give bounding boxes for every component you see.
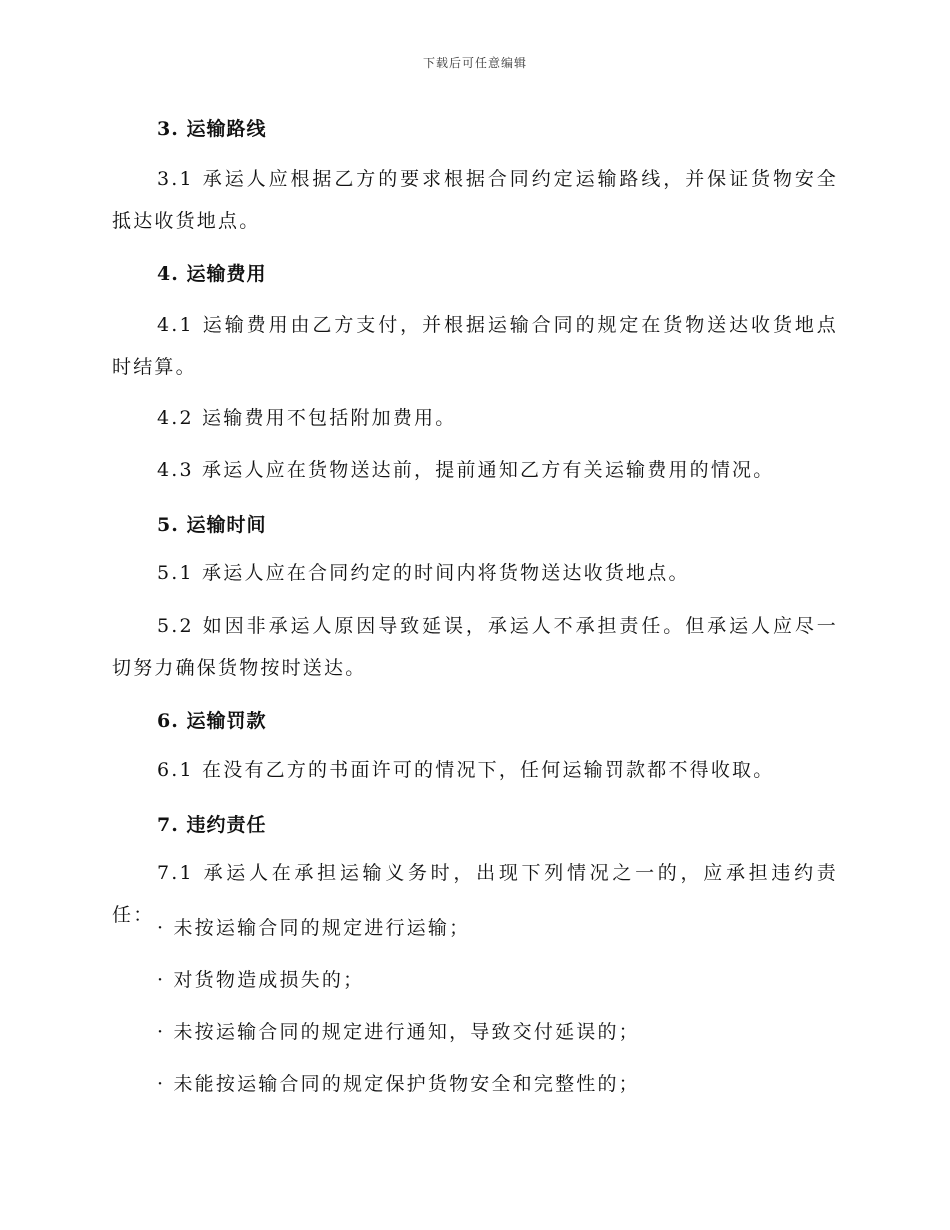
section-heading-6: 6. 运输罚款	[157, 710, 267, 732]
paragraph-4-3: 4.3 承运人应在货物送达前，提前通知乙方有关运输费用的情况。	[157, 459, 775, 481]
section-heading-4: 4. 运输费用	[157, 263, 267, 285]
page-header: 下载后可任意编辑	[422, 56, 527, 70]
paragraph-6-1: 6.1 在没有乙方的书面许可的情况下，任何运输罚款都不得收取。	[157, 759, 775, 781]
list-item: · 对货物造成损失的；	[157, 969, 365, 991]
section-heading-7: 7. 违约责任	[157, 814, 267, 836]
paragraph-7-1: 7.1 承运人在承担运输义务时，出现下列情况之一的，应承担违约责任：	[112, 862, 838, 926]
section-heading-3: 3. 运输路线	[157, 118, 267, 140]
section-heading-5: 5. 运输时间	[157, 514, 267, 536]
paragraph-3-1: 3.1 承运人应根据乙方的要求根据合同约定运输路线，并保证货物安全抵达收货地点。	[112, 168, 838, 232]
paragraph-4-1: 4.1 运输费用由乙方支付，并根据运输合同的规定在货物送达收货地点时结算。	[112, 314, 838, 378]
list-item: · 未能按运输合同的规定保护货物安全和完整性的；	[157, 1073, 640, 1095]
paragraph-5-1: 5.1 承运人应在合同约定的时间内将货物送达收货地点。	[157, 562, 690, 584]
list-item: · 未按运输合同的规定进行通知，导致交付延误的；	[157, 1021, 640, 1043]
list-item: · 未按运输合同的规定进行运输；	[157, 917, 471, 939]
paragraph-5-2: 5.2 如因非承运人原因导致延误，承运人不承担责任。但承运人应尽一切努力确保货物按时送达。	[112, 615, 838, 679]
paragraph-4-2: 4.2 运输费用不包括附加费用。	[157, 407, 457, 429]
